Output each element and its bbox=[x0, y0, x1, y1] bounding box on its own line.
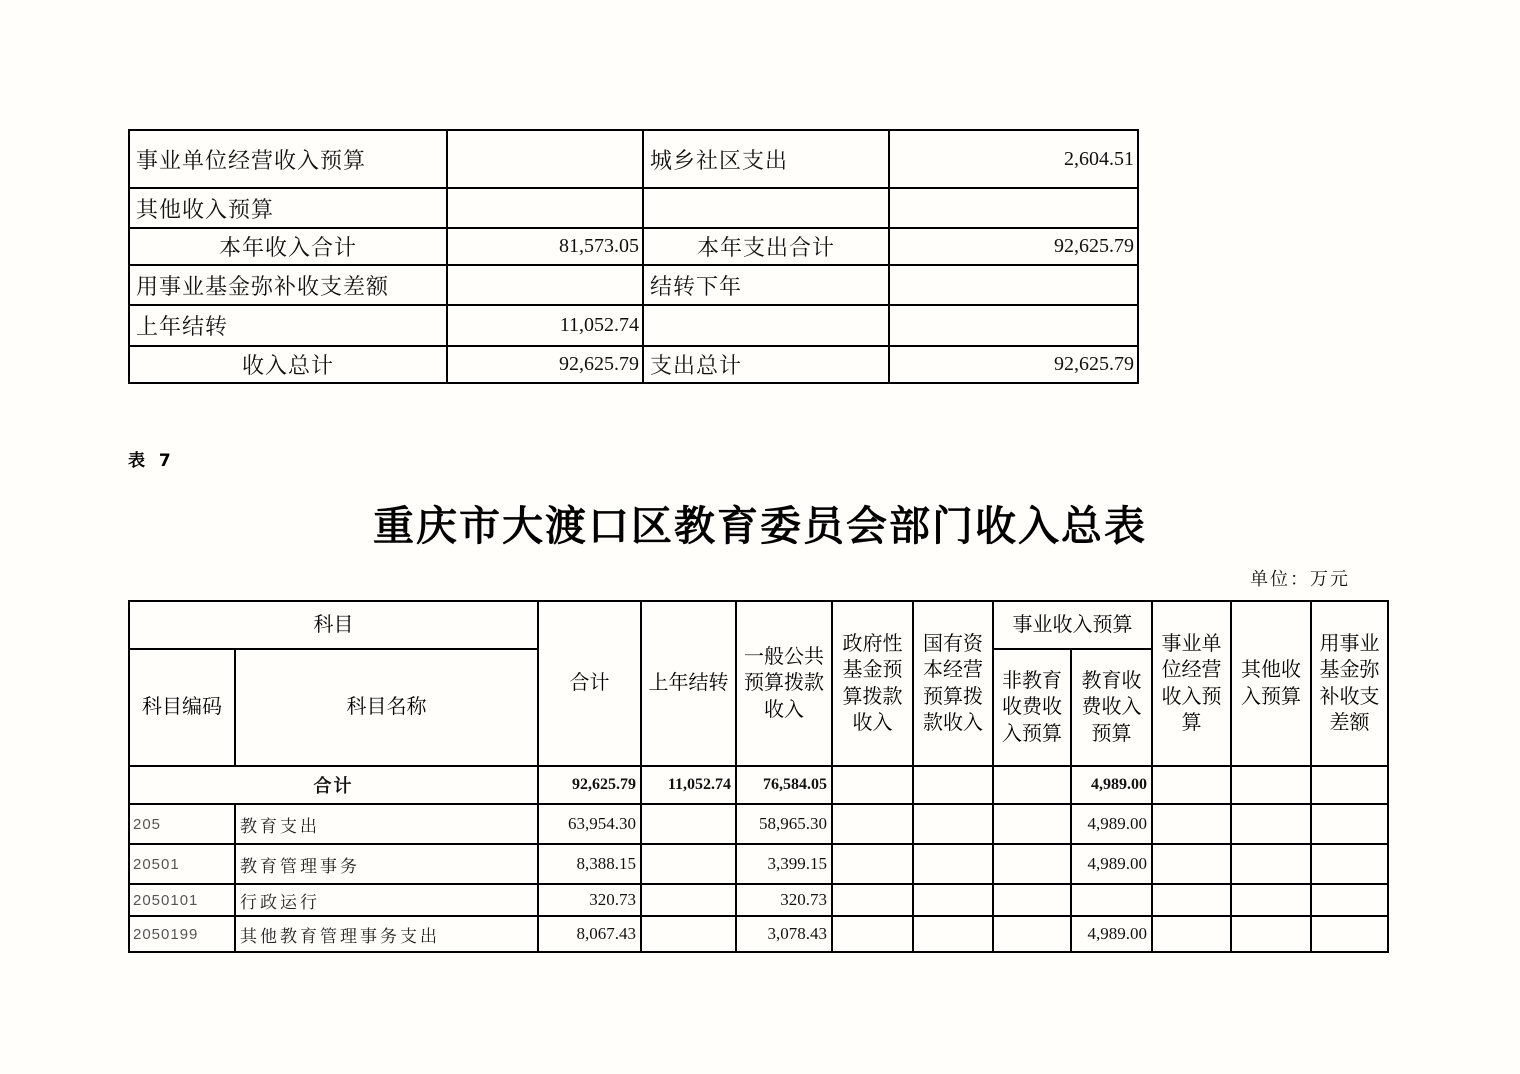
subject-name-cell: 教育支出 bbox=[235, 804, 538, 844]
value-cell: 8,067.43 bbox=[538, 916, 641, 952]
value-cell: 4,989.00 bbox=[1071, 766, 1152, 804]
value-cell bbox=[993, 766, 1071, 804]
header-gov-fund: 政府性基金预算拨款收入 bbox=[832, 601, 913, 766]
value-cell: 3,399.15 bbox=[736, 844, 832, 884]
value-cell bbox=[889, 305, 1138, 346]
table-row bbox=[129, 346, 1138, 383]
summary-balance-table bbox=[128, 129, 1139, 384]
value-cell bbox=[641, 844, 736, 884]
value-cell bbox=[993, 804, 1071, 844]
value-cell bbox=[641, 884, 736, 916]
value-cell bbox=[447, 265, 643, 305]
header-carryover: 上年结转 bbox=[641, 601, 736, 766]
value-cell bbox=[1152, 766, 1231, 804]
value-cell bbox=[1231, 884, 1311, 916]
value-cell bbox=[447, 130, 643, 188]
value-cell: 4,989.00 bbox=[1071, 844, 1152, 884]
value-cell: 8,388.15 bbox=[538, 844, 641, 884]
value-cell bbox=[1231, 844, 1311, 884]
header-row bbox=[129, 601, 1388, 649]
table-row bbox=[129, 804, 1388, 844]
value-cell: 3,078.43 bbox=[736, 916, 832, 952]
row-label-cell: 城乡社区支出 bbox=[643, 130, 889, 188]
value-cell: 4,989.00 bbox=[1071, 916, 1152, 952]
value-cell bbox=[1231, 916, 1311, 952]
table-row bbox=[129, 884, 1388, 916]
value-cell bbox=[913, 766, 993, 804]
value-cell bbox=[1311, 916, 1388, 952]
value-cell: 2,604.51 bbox=[889, 130, 1138, 188]
value-cell bbox=[1152, 804, 1231, 844]
header-subject: 科目 bbox=[129, 601, 538, 649]
value-cell bbox=[993, 884, 1071, 916]
value-cell: 4,989.00 bbox=[1071, 804, 1152, 844]
page-title: 重庆市大渡口区教育委员会部门收入总表 bbox=[373, 502, 1147, 550]
value-cell: 92,625.79 bbox=[889, 228, 1138, 265]
table-row bbox=[129, 265, 1138, 305]
value-cell: 92,625.79 bbox=[889, 346, 1138, 383]
value-cell bbox=[1152, 916, 1231, 952]
table-row bbox=[129, 305, 1138, 346]
value-cell bbox=[913, 804, 993, 844]
header-non-edu-fee: 非教育收费收入预算 bbox=[993, 649, 1071, 766]
row-label-cell: 事业单位经营收入预算 bbox=[129, 130, 447, 188]
value-cell bbox=[1071, 884, 1152, 916]
value-cell bbox=[1152, 844, 1231, 884]
value-cell bbox=[913, 884, 993, 916]
value-cell bbox=[1152, 884, 1231, 916]
total-row bbox=[129, 766, 1388, 804]
value-cell bbox=[1311, 844, 1388, 884]
value-cell bbox=[889, 265, 1138, 305]
value-cell bbox=[913, 916, 993, 952]
header-total: 合计 bbox=[538, 601, 641, 766]
value-cell: 63,954.30 bbox=[538, 804, 641, 844]
table-row bbox=[129, 844, 1388, 884]
value-cell bbox=[913, 844, 993, 884]
value-cell: 58,965.30 bbox=[736, 804, 832, 844]
header-state-capital: 国有资本经营预算拨款收入 bbox=[913, 601, 993, 766]
table-number-label: 表 7 bbox=[128, 451, 175, 471]
value-cell bbox=[1231, 766, 1311, 804]
unit-note: 单位：万元 bbox=[1250, 569, 1350, 589]
value-cell: 320.73 bbox=[736, 884, 832, 916]
header-subject-code: 科目编码 bbox=[129, 649, 235, 766]
value-cell bbox=[641, 916, 736, 952]
header-business-income: 事业收入预算 bbox=[993, 601, 1152, 649]
value-cell bbox=[832, 844, 913, 884]
value-cell: 320.73 bbox=[538, 884, 641, 916]
value-cell: 92,625.79 bbox=[538, 766, 641, 804]
value-cell: 76,584.05 bbox=[736, 766, 832, 804]
value-cell bbox=[832, 766, 913, 804]
value-cell bbox=[832, 804, 913, 844]
header-fund-balance: 用事业基金弥补收支差额 bbox=[1311, 601, 1388, 766]
value-cell bbox=[1231, 804, 1311, 844]
table-row bbox=[129, 916, 1388, 952]
subject-name-cell: 教育管理事务 bbox=[235, 844, 538, 884]
row-label-cell: 收入总计 bbox=[129, 346, 447, 383]
table-row bbox=[129, 130, 1138, 188]
value-cell bbox=[832, 916, 913, 952]
total-label-cell: 合计 bbox=[129, 766, 538, 804]
row-label-cell: 结转下年 bbox=[643, 265, 889, 305]
row-label-cell: 上年结转 bbox=[129, 305, 447, 346]
value-cell bbox=[889, 188, 1138, 228]
value-cell bbox=[641, 804, 736, 844]
subject-code-cell: 2050101 bbox=[129, 884, 235, 916]
value-cell: 11,052.74 bbox=[641, 766, 736, 804]
subject-code-cell: 20501 bbox=[129, 844, 235, 884]
table-row bbox=[129, 188, 1138, 228]
row-label-cell: 本年支出合计 bbox=[643, 228, 889, 265]
row-label-cell: 支出总计 bbox=[643, 346, 889, 383]
department-income-table bbox=[128, 600, 1389, 953]
value-cell: 81,573.05 bbox=[447, 228, 643, 265]
value-cell bbox=[993, 916, 1071, 952]
row-label-cell: 其他收入预算 bbox=[129, 188, 447, 228]
subject-code-cell: 2050199 bbox=[129, 916, 235, 952]
row-label-cell bbox=[643, 188, 889, 228]
table-row bbox=[129, 228, 1138, 265]
row-label-cell bbox=[643, 305, 889, 346]
header-other-income: 其他收入预算 bbox=[1231, 601, 1311, 766]
value-cell bbox=[1311, 804, 1388, 844]
value-cell: 92,625.79 bbox=[447, 346, 643, 383]
row-label-cell: 用事业基金弥补收支差额 bbox=[129, 265, 447, 305]
header-subject-name: 科目名称 bbox=[235, 649, 538, 766]
subject-code-cell: 205 bbox=[129, 804, 235, 844]
value-cell bbox=[1311, 884, 1388, 916]
value-cell bbox=[447, 188, 643, 228]
subject-name-cell: 其他教育管理事务支出 bbox=[235, 916, 538, 952]
subject-name-cell: 行政运行 bbox=[235, 884, 538, 916]
header-general-public: 一般公共预算拨款收入 bbox=[736, 601, 832, 766]
value-cell: 11,052.74 bbox=[447, 305, 643, 346]
value-cell bbox=[993, 844, 1071, 884]
value-cell bbox=[832, 884, 913, 916]
value-cell bbox=[1311, 766, 1388, 804]
header-edu-fee: 教育收费收入预算 bbox=[1071, 649, 1152, 766]
header-business-operating: 事业单位经营收入预算 bbox=[1152, 601, 1231, 766]
row-label-cell: 本年收入合计 bbox=[129, 228, 447, 265]
